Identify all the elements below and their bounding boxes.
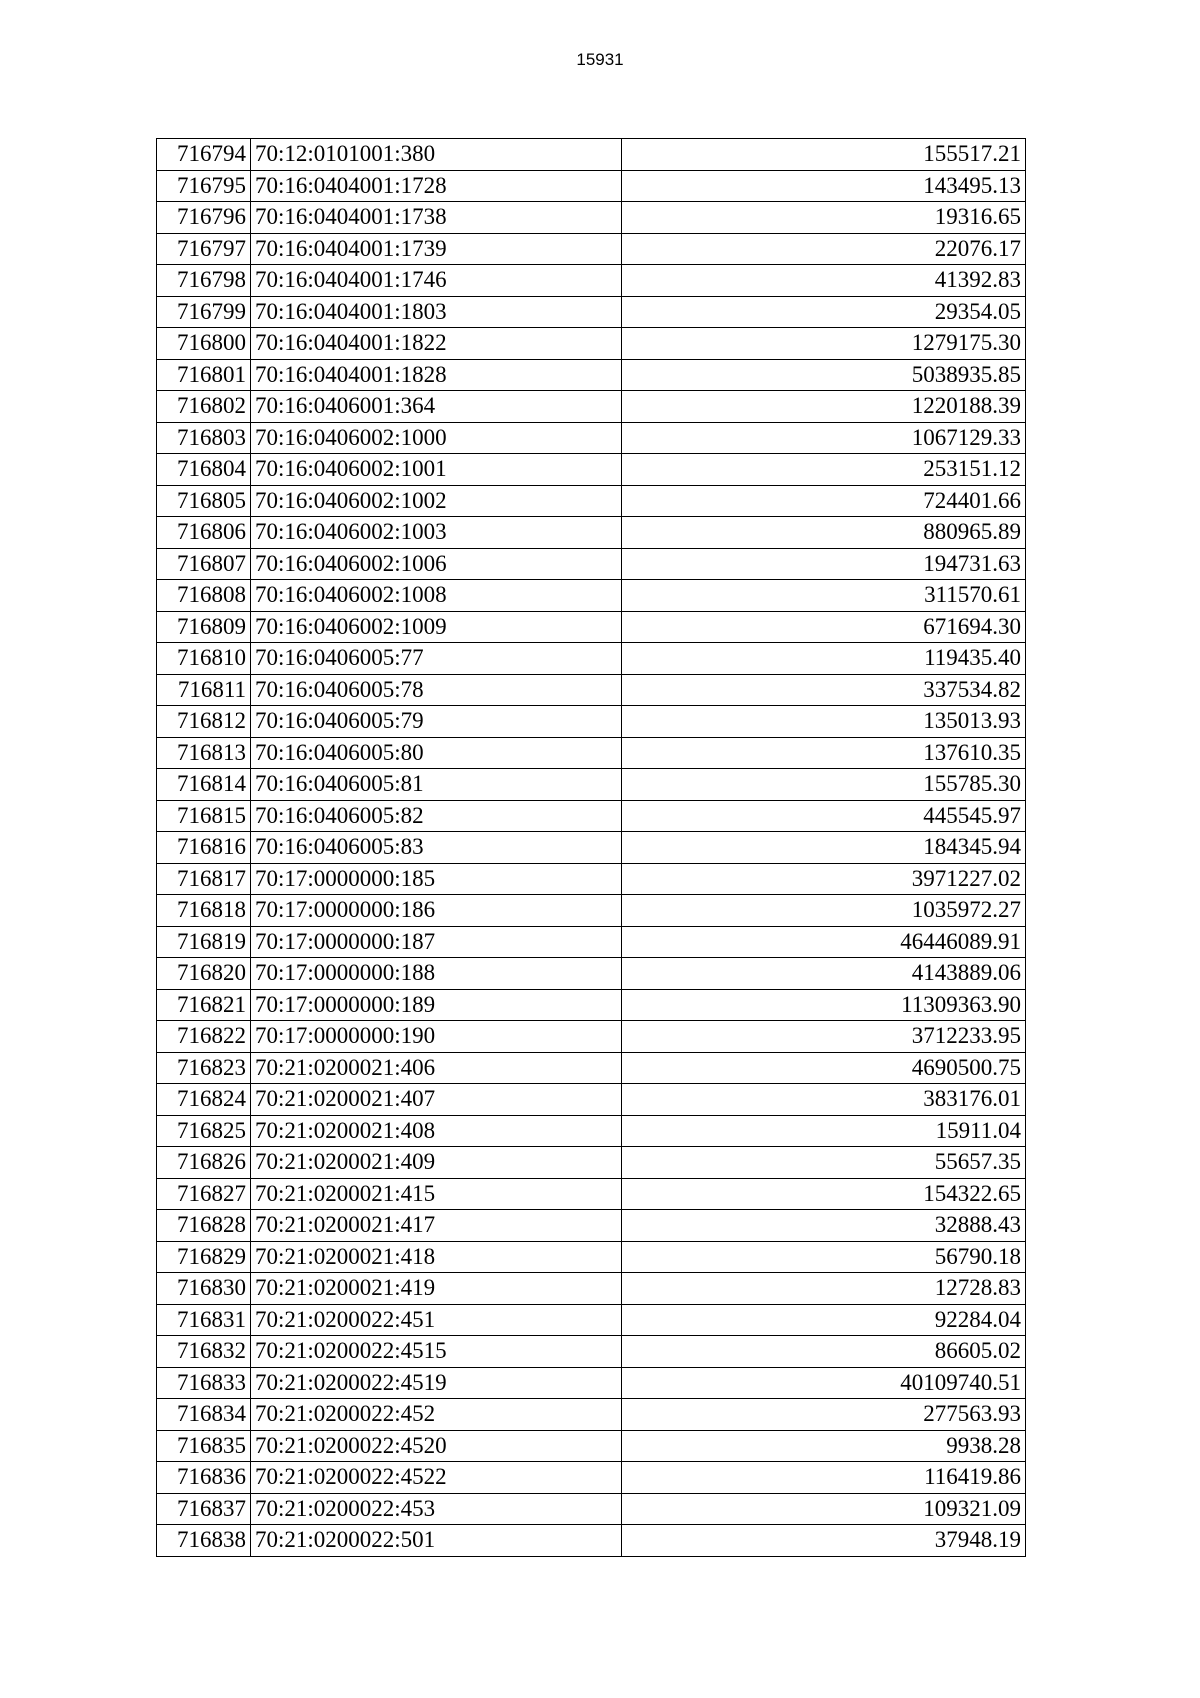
- table-row: [157, 800, 1026, 832]
- row-id-cell: 716808: [157, 580, 251, 612]
- cadastral-value-cell: 92284.04: [622, 1304, 1026, 1336]
- cadastral-number-cell: 70:17:0000000:186: [251, 895, 622, 927]
- row-id-cell: 716800: [157, 328, 251, 360]
- cadastral-number-cell: 70:21:0200022:452: [251, 1399, 622, 1431]
- cadastral-value-cell: 194731.63: [622, 548, 1026, 580]
- cadastral-value-cell: 143495.13: [622, 170, 1026, 202]
- table-row: [157, 706, 1026, 738]
- cadastral-value-cell: 1035972.27: [622, 895, 1026, 927]
- row-id-cell: 716836: [157, 1462, 251, 1494]
- row-id-cell: 716811: [157, 674, 251, 706]
- row-id-cell: 716822: [157, 1021, 251, 1053]
- cadastral-value-cell: 137610.35: [622, 737, 1026, 769]
- cadastral-value-cell: 1067129.33: [622, 422, 1026, 454]
- table-row: [157, 737, 1026, 769]
- cadastral-number-cell: 70:21:0200022:4522: [251, 1462, 622, 1494]
- cadastral-number-cell: 70:21:0200021:419: [251, 1273, 622, 1305]
- table-row: [157, 1493, 1026, 1525]
- row-id-cell: 716821: [157, 989, 251, 1021]
- cadastral-number-cell: 70:12:0101001:380: [251, 139, 622, 171]
- row-id-cell: 716812: [157, 706, 251, 738]
- table-row: [157, 1115, 1026, 1147]
- cadastral-value-cell: 22076.17: [622, 233, 1026, 265]
- table-row: [157, 863, 1026, 895]
- cadastral-value-cell: 5038935.85: [622, 359, 1026, 391]
- row-id-cell: 716828: [157, 1210, 251, 1242]
- table-row: [157, 1525, 1026, 1557]
- cadastral-value-cell: 46446089.91: [622, 926, 1026, 958]
- table-row: [157, 674, 1026, 706]
- cadastral-number-cell: 70:16:0406005:78: [251, 674, 622, 706]
- table-row: [157, 1084, 1026, 1116]
- row-id-cell: 716805: [157, 485, 251, 517]
- cadastral-number-cell: 70:17:0000000:188: [251, 958, 622, 990]
- cadastral-value-cell: 1220188.39: [622, 391, 1026, 423]
- row-id-cell: 716813: [157, 737, 251, 769]
- table-row: [157, 422, 1026, 454]
- cadastral-number-cell: 70:16:0404001:1738: [251, 202, 622, 234]
- row-id-cell: 716826: [157, 1147, 251, 1179]
- table-row: [157, 548, 1026, 580]
- row-id-cell: 716816: [157, 832, 251, 864]
- row-id-cell: 716796: [157, 202, 251, 234]
- row-id-cell: 716833: [157, 1367, 251, 1399]
- cadastral-number-cell: 70:16:0406005:80: [251, 737, 622, 769]
- row-id-cell: 716830: [157, 1273, 251, 1305]
- cadastral-number-cell: 70:21:0200022:451: [251, 1304, 622, 1336]
- table-row: [157, 989, 1026, 1021]
- cadastral-value-cell: 86605.02: [622, 1336, 1026, 1368]
- cadastral-value-cell: 724401.66: [622, 485, 1026, 517]
- cadastral-number-cell: 70:17:0000000:189: [251, 989, 622, 1021]
- cadastral-number-cell: 70:16:0404001:1728: [251, 170, 622, 202]
- row-id-cell: 716802: [157, 391, 251, 423]
- row-id-cell: 716814: [157, 769, 251, 801]
- row-id-cell: 716809: [157, 611, 251, 643]
- row-id-cell: 716799: [157, 296, 251, 328]
- cadastral-value-cell: 135013.93: [622, 706, 1026, 738]
- cadastral-value-cell: 32888.43: [622, 1210, 1026, 1242]
- page-number: 15931: [576, 50, 624, 69]
- cadastral-value-cell: 311570.61: [622, 580, 1026, 612]
- cadastral-value-cell: 4143889.06: [622, 958, 1026, 990]
- cadastral-number-cell: 70:16:0404001:1746: [251, 265, 622, 297]
- cadastral-number-cell: 70:21:0200021:408: [251, 1115, 622, 1147]
- cadastral-value-cell: 445545.97: [622, 800, 1026, 832]
- cadastral-number-cell: 70:16:0406002:1003: [251, 517, 622, 549]
- table-row: [157, 265, 1026, 297]
- cadastral-number-cell: 70:16:0404001:1739: [251, 233, 622, 265]
- row-id-cell: 716798: [157, 265, 251, 297]
- cadastral-value-cell: 9938.28: [622, 1430, 1026, 1462]
- row-id-cell: 716807: [157, 548, 251, 580]
- cadastral-number-cell: 70:21:0200021:407: [251, 1084, 622, 1116]
- table-row: [157, 1367, 1026, 1399]
- cadastral-number-cell: 70:16:0404001:1828: [251, 359, 622, 391]
- cadastral-number-cell: 70:16:0406005:83: [251, 832, 622, 864]
- table-body: [157, 139, 1026, 1557]
- cadastral-value-cell: 15911.04: [622, 1115, 1026, 1147]
- cadastral-number-cell: 70:21:0200022:453: [251, 1493, 622, 1525]
- row-id-cell: 716803: [157, 422, 251, 454]
- table-row: [157, 832, 1026, 864]
- cadastral-value-cell: 37948.19: [622, 1525, 1026, 1557]
- table-row: [157, 1399, 1026, 1431]
- cadastral-value-cell: 671694.30: [622, 611, 1026, 643]
- table-row: [157, 296, 1026, 328]
- row-id-cell: 716825: [157, 1115, 251, 1147]
- cadastral-value-cell: 11309363.90: [622, 989, 1026, 1021]
- cadastral-value-cell: 184345.94: [622, 832, 1026, 864]
- cadastral-value-cell: 12728.83: [622, 1273, 1026, 1305]
- row-id-cell: 716834: [157, 1399, 251, 1431]
- table-row: [157, 1147, 1026, 1179]
- table-row: [157, 1052, 1026, 1084]
- row-id-cell: 716831: [157, 1304, 251, 1336]
- cadastral-number-cell: 70:21:0200022:4520: [251, 1430, 622, 1462]
- cadastral-value-cell: 277563.93: [622, 1399, 1026, 1431]
- cadastral-number-cell: 70:16:0406005:77: [251, 643, 622, 675]
- cadastral-number-cell: 70:16:0406002:1002: [251, 485, 622, 517]
- row-id-cell: 716835: [157, 1430, 251, 1462]
- table-row: [157, 958, 1026, 990]
- row-id-cell: 716794: [157, 139, 251, 171]
- cadastral-value-cell: 155517.21: [622, 139, 1026, 171]
- table-row: [157, 328, 1026, 360]
- cadastral-number-cell: 70:17:0000000:190: [251, 1021, 622, 1053]
- table-row: [157, 1178, 1026, 1210]
- row-id-cell: 716823: [157, 1052, 251, 1084]
- table-row: [157, 139, 1026, 171]
- table-row: [157, 485, 1026, 517]
- cadastral-value-cell: 253151.12: [622, 454, 1026, 486]
- cadastral-value-cell: 119435.40: [622, 643, 1026, 675]
- cadastral-value-cell: 1279175.30: [622, 328, 1026, 360]
- cadastral-value-cell: 880965.89: [622, 517, 1026, 549]
- table-row: [157, 1273, 1026, 1305]
- cadastral-value-cell: 337534.82: [622, 674, 1026, 706]
- row-id-cell: 716818: [157, 895, 251, 927]
- table-row: [157, 1210, 1026, 1242]
- table-row: [157, 202, 1026, 234]
- cadastral-number-cell: 70:16:0406005:79: [251, 706, 622, 738]
- row-id-cell: 716819: [157, 926, 251, 958]
- row-id-cell: 716804: [157, 454, 251, 486]
- row-id-cell: 716832: [157, 1336, 251, 1368]
- cadastral-value-cell: 19316.65: [622, 202, 1026, 234]
- cadastral-value-cell: 3712233.95: [622, 1021, 1026, 1053]
- cadastral-value-cell: 154322.65: [622, 1178, 1026, 1210]
- table-row: [157, 1021, 1026, 1053]
- table-row: [157, 1430, 1026, 1462]
- cadastral-number-cell: 70:17:0000000:185: [251, 863, 622, 895]
- row-id-cell: 716815: [157, 800, 251, 832]
- table-row: [157, 1336, 1026, 1368]
- cadastral-number-cell: 70:16:0406005:82: [251, 800, 622, 832]
- cadastral-value-cell: 55657.35: [622, 1147, 1026, 1179]
- table-row: [157, 611, 1026, 643]
- cadastral-number-cell: 70:16:0406002:1001: [251, 454, 622, 486]
- row-id-cell: 716817: [157, 863, 251, 895]
- cadastral-number-cell: 70:21:0200021:415: [251, 1178, 622, 1210]
- cadastral-number-cell: 70:17:0000000:187: [251, 926, 622, 958]
- cadastral-number-cell: 70:16:0406002:1000: [251, 422, 622, 454]
- cadastral-number-cell: 70:16:0406005:81: [251, 769, 622, 801]
- table-row: [157, 926, 1026, 958]
- row-id-cell: 716801: [157, 359, 251, 391]
- row-id-cell: 716827: [157, 1178, 251, 1210]
- table-row: [157, 895, 1026, 927]
- row-id-cell: 716797: [157, 233, 251, 265]
- table-row: [157, 233, 1026, 265]
- table-row: [157, 391, 1026, 423]
- cadastral-number-cell: 70:21:0200021:417: [251, 1210, 622, 1242]
- cadastral-value-cell: 155785.30: [622, 769, 1026, 801]
- cadastral-value-cell: 29354.05: [622, 296, 1026, 328]
- cadastral-number-cell: 70:16:0406002:1008: [251, 580, 622, 612]
- cadastral-value-cell: 56790.18: [622, 1241, 1026, 1273]
- cadastral-number-cell: 70:21:0200021:418: [251, 1241, 622, 1273]
- cadastral-value-cell: 116419.86: [622, 1462, 1026, 1494]
- row-id-cell: 716820: [157, 958, 251, 990]
- cadastral-number-cell: 70:21:0200021:406: [251, 1052, 622, 1084]
- table-row: [157, 643, 1026, 675]
- cadastral-number-cell: 70:16:0404001:1822: [251, 328, 622, 360]
- table-row: [157, 580, 1026, 612]
- row-id-cell: 716795: [157, 170, 251, 202]
- table-row: [157, 454, 1026, 486]
- cadastral-value-cell: 41392.83: [622, 265, 1026, 297]
- table-row: [157, 1462, 1026, 1494]
- row-id-cell: 716810: [157, 643, 251, 675]
- cadastral-number-cell: 70:21:0200022:4515: [251, 1336, 622, 1368]
- cadastral-value-cell: 4690500.75: [622, 1052, 1026, 1084]
- cadastral-value-cell: 40109740.51: [622, 1367, 1026, 1399]
- cadastral-value-table: [156, 138, 1026, 1557]
- cadastral-value-cell: 383176.01: [622, 1084, 1026, 1116]
- cadastral-number-cell: 70:21:0200022:4519: [251, 1367, 622, 1399]
- cadastral-number-cell: 70:16:0406001:364: [251, 391, 622, 423]
- table-row: [157, 769, 1026, 801]
- row-id-cell: 716838: [157, 1525, 251, 1557]
- table-row: [157, 1304, 1026, 1336]
- row-id-cell: 716824: [157, 1084, 251, 1116]
- row-id-cell: 716806: [157, 517, 251, 549]
- cadastral-number-cell: 70:21:0200021:409: [251, 1147, 622, 1179]
- table-row: [157, 359, 1026, 391]
- cadastral-number-cell: 70:16:0404001:1803: [251, 296, 622, 328]
- table-row: [157, 517, 1026, 549]
- cadastral-number-cell: 70:21:0200022:501: [251, 1525, 622, 1557]
- cadastral-number-cell: 70:16:0406002:1009: [251, 611, 622, 643]
- row-id-cell: 716829: [157, 1241, 251, 1273]
- cadastral-number-cell: 70:16:0406002:1006: [251, 548, 622, 580]
- row-id-cell: 716837: [157, 1493, 251, 1525]
- table-row: [157, 170, 1026, 202]
- cadastral-value-cell: 3971227.02: [622, 863, 1026, 895]
- table-row: [157, 1241, 1026, 1273]
- cadastral-value-cell: 109321.09: [622, 1493, 1026, 1525]
